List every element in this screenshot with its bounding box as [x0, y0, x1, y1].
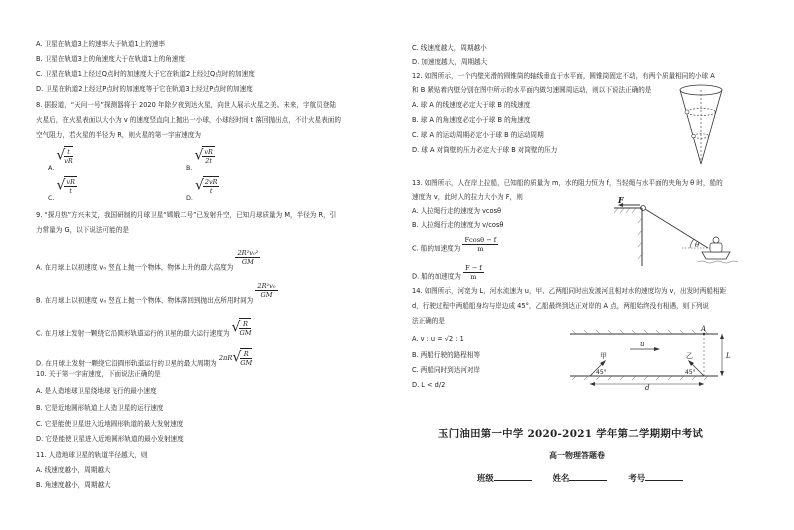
point-a-label: A [701, 325, 707, 333]
width-arrow-bottom [720, 371, 724, 376]
q12-option-d: D. 球 A 对筒壁的压力必定大于球 B 对筒壁的压力 [412, 146, 558, 154]
q9-stem-1: 8. 据报道，“天问一号”探测器将于 2020 年除夕夜到达火星，向世人展示火星之美。未来，宇航员登陆 [36, 101, 336, 109]
theta-label: θ [695, 241, 700, 249]
exam-number-label: 考号 [628, 473, 646, 483]
q13-option-a: A. 人拉绳行走的速度为 vcosθ [412, 207, 502, 215]
q12-option-a: A. 球 A 的线速度必定大于球 B 的线速度 [412, 101, 531, 109]
current-arrow-icon [654, 347, 660, 351]
q8-option-b: B. 卫星在轨道3上的角速度大于在轨道1上的角速度 [36, 55, 185, 63]
q14-option-d: D. L < d/2 [412, 381, 446, 389]
exam-subtitle: 高一物理答题卷 [549, 450, 605, 460]
cone-wall-right [701, 90, 722, 164]
q9-stem-2: 火星后，在火星表面以大小为 v 的速度竖直向上抛出一小球，小球经时间 t 落回抛出点，不计火星表面的 [36, 116, 341, 124]
q14-stem-2: d，行驶过程中两船船身均与岸边成 45°，乙船最终到达正对岸的 A 点，两船始终没有相遇，则下列说 [412, 302, 710, 310]
width-arrow-top [720, 334, 724, 339]
q9-option-c: C. √ $\frac{vR}{t}$ [48, 177, 75, 202]
q14-option-a: A. v : u = √2 : 1 [412, 335, 464, 343]
distance-arrow-right [699, 382, 704, 386]
ball-b-icon [692, 134, 696, 138]
q12-option-c: C. 球 A 的运动周期必定小于球 B 的运动周期 [412, 131, 544, 139]
q13-stem-2: 速度为 v，此时人的拉力大小为 F，则 [412, 193, 523, 201]
exam-title: 玉门油田第一中学 2020-2021 学年第二学期期中考试 [438, 428, 704, 440]
bank-hatching-near [572, 376, 708, 380]
class-label: 班级 [477, 473, 494, 483]
q12-stem-1: 12. 如图所示，一个内壁光滑的圆锥筒的轴线垂直于水平面，圆锥筒固定不动，有两个质量相同的小球 A [412, 72, 715, 80]
boatman-icon [713, 237, 719, 243]
q10-option-a: A. 在月球上以初速度 v₀ 竖直上抛一个物体，物体上升的最大高度为 $\frac{\text{2R²v₀²}}{GM}$ [36, 249, 259, 272]
q9-stem-3: 空气阻力，若火星的半径为 R，则火星的第一宇宙速度为 [36, 131, 201, 139]
distance-label: d [645, 384, 650, 390]
name-field[interactable] [569, 480, 607, 481]
water-waves [698, 261, 738, 263]
q-prev-option-d: D. 加速度越大，周期越大 [412, 58, 488, 66]
class-field[interactable] [494, 480, 532, 481]
q12-option-a: A. 线速度越小，周期越大 [36, 466, 111, 474]
q11-option-c: C. 它是能使卫星进入近地圆形轨道的最大发射速度 [36, 420, 184, 428]
q9-option-a: A. √ $\frac{t}{vR}$ [48, 147, 73, 172]
q10-option-c: C. 在月球上发射一颗绕它沿圆形轨道运行的卫星的最大运行速度为 √ $\frac{R}{GM}$ [36, 319, 252, 338]
q12-option-b: B. 角速度越小，周期越大 [36, 481, 111, 489]
cone-diagram [676, 78, 726, 170]
boat-cabin [710, 243, 722, 252]
boat-yi-label: 乙 [686, 352, 693, 360]
current-label: u [640, 340, 645, 348]
bank-hatching-far [572, 330, 708, 334]
q11-option-d: D. 它是能使卫星进入近地圆形轨道的最小发射速度 [36, 435, 184, 443]
boat-pull-diagram [612, 196, 742, 268]
q9-option-d: D. √ $\frac{2vR}{t}$ [186, 177, 218, 202]
distance-arrow-left [590, 382, 595, 386]
boat-jia-label: 甲 [600, 352, 607, 360]
q14-stem-3: 法正确的是 [412, 317, 445, 325]
q11-option-a: A. 是人造地球卫星绕地球飞行的最小速度 [36, 387, 157, 395]
student-info-fields [477, 472, 701, 484]
q10-option-d: D. 在月球上发射一颗绕它沿圆形轨道运行的卫星的最大周期为 2πR√ $\frac{R}{GM}$ [36, 349, 253, 368]
q13-stem-1: 13. 如图所示，人在岸上拉船，已知船的质量为 m，水的阻力恒为 f，当轻绳与水平面的夹角为 θ 时，船的 [412, 179, 723, 187]
q8-option-c: C. 卫星在轨道1上经过Q点时的加速度大于它在轨道2上经过Q点时的加速度 [36, 70, 255, 78]
river-crossing-diagram [560, 322, 750, 390]
q14-option-c: C. 两船同时到达河对岸 [412, 366, 481, 374]
angle-jia-label: 45° [596, 369, 607, 376]
force-label: F [618, 196, 624, 205]
q14-stem-1: 14. 如图所示，河宽为 L，河水流速为 u，甲、乙两船同时出发渡河且相对水的速度均为 v，出发时两船相距 [412, 287, 727, 295]
angle-yi-label: 45° [685, 369, 696, 376]
bank-hatching [614, 208, 642, 259]
q9-option-b: B. √ $\frac{vR}{2t}$ [186, 147, 213, 172]
q12-stem: 11. 人造地球卫星的轨道半径越大，则 [36, 451, 148, 459]
q13-option-b: B. 人拉绳行走的速度为 v/cosθ [412, 221, 504, 229]
q11-stem: 10. 关于第一宇宙速度，下面说法正确的是 [36, 370, 161, 378]
q14-option-b: B. 两船行驶的路程相等 [412, 351, 481, 359]
exam-number-field[interactable] [645, 480, 683, 481]
q13-option-d: D. 船的加速度为 $\frac{F - f}{m}$ [412, 264, 482, 281]
q12-stem-2: 和 B 紧贴着内壁分别在图中所示的水平面内做匀速圆周运动，则以下说法正确的是 [412, 86, 652, 94]
point-a-icon [703, 333, 705, 335]
name-label: 姓名 [552, 473, 570, 483]
cone-wall-left [680, 90, 701, 164]
theta-arc [690, 239, 694, 248]
q10-stem-2: 力常量为 G，以下说法可能的是 [36, 226, 129, 234]
width-label: L [726, 352, 731, 360]
q-prev-option-c: C. 线速度越大，周期越小 [412, 44, 487, 52]
q8-option-d: D. 卫星在轨道2上经过P点时的加速度等于它在轨道3上经过P点时的加速度 [36, 85, 253, 93]
q11-option-b: B. 它是近地圆形轨道上人造卫星的运行速度 [36, 404, 164, 412]
q8-option-a: A. 卫星在轨道3上的速率大于轨道1上的速率 [36, 40, 166, 48]
q12-option-b: B. 球 A 的角速度必定小于球 B 的角速度 [412, 116, 531, 124]
q10-option-b: B. 在月球上以初速度 v₀ 竖直上抛一个物体，物体落回到抛出点所用时间为 $\frac{\text{2R²v₀}}{GM}$ [36, 282, 276, 305]
q13-option-c: C. 船的加速度为 $\frac{Fcos\theta - f}{m}$ [412, 236, 497, 253]
q10-stem-1: 9. “探月热”方兴未艾，我国研制的月球卫星“嫦娥二号”已发射升空，已知月球质量为 M，半径为 R，引 [36, 211, 337, 219]
boat-icon [702, 252, 730, 259]
ball-a-icon [685, 110, 689, 114]
